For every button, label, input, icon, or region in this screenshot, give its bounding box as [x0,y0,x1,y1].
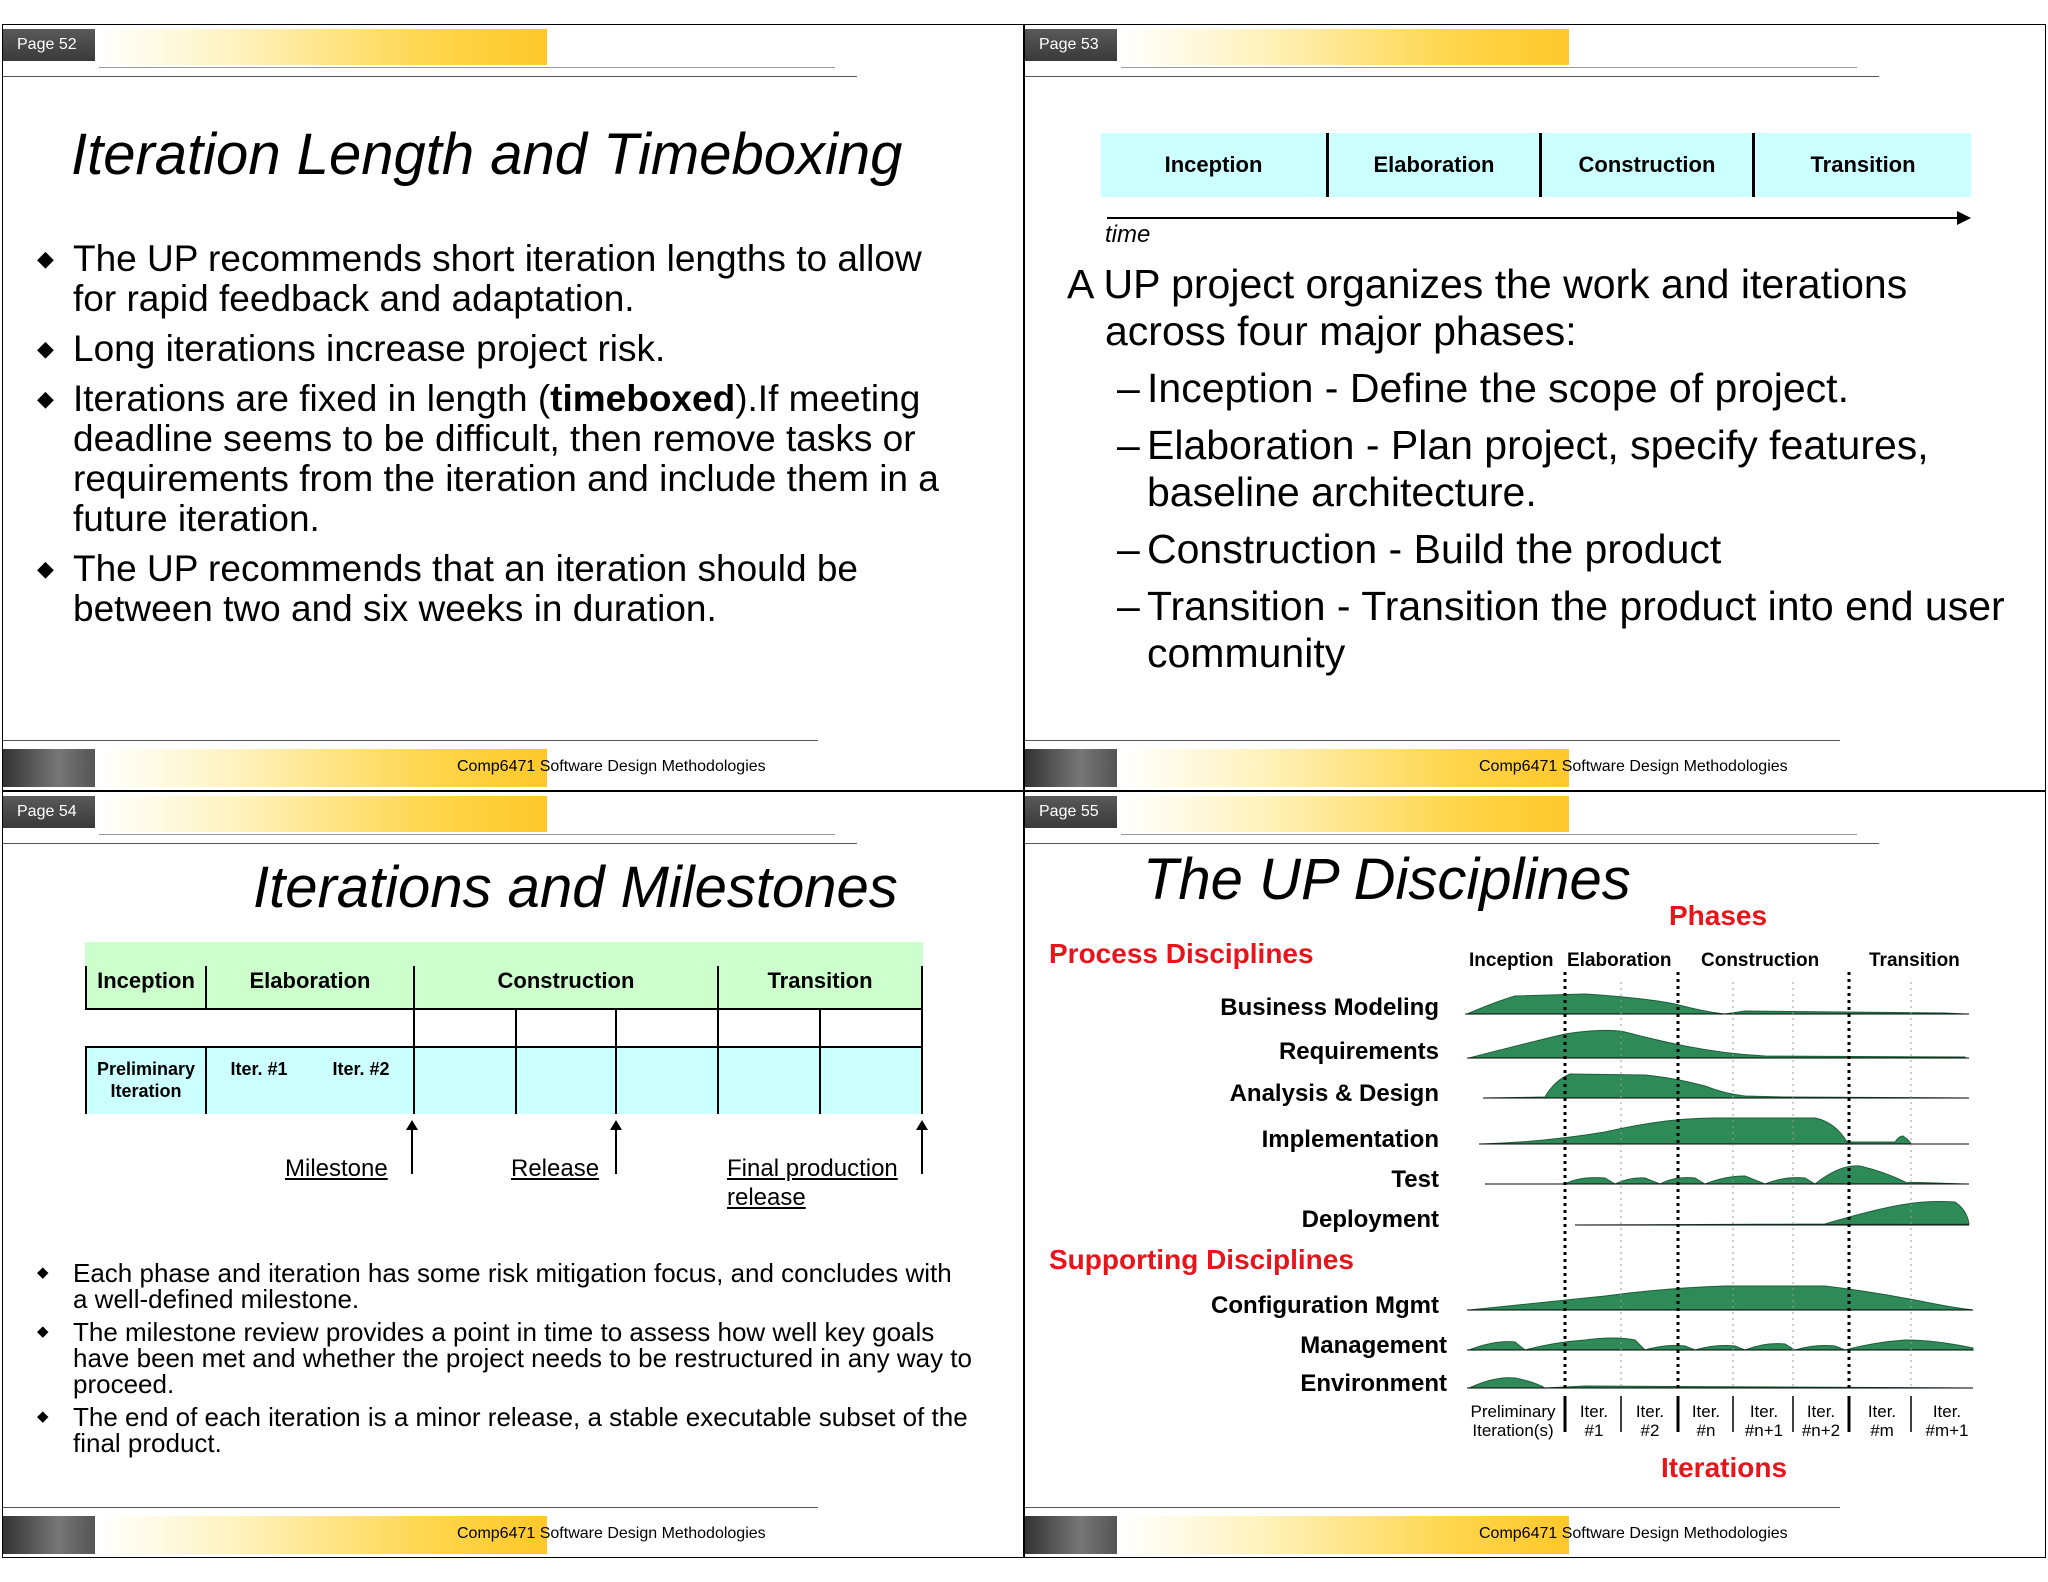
sub-item: – Elaboration - Plan project, specify features, baseline architecture. [1067,422,2027,516]
iteration-label: Iter. #m+1 [1925,1402,1969,1440]
milestone-arrow-icon [411,1126,413,1174]
table-rule [819,1010,821,1114]
bullet-item: ◆ The UP recommends short iteration lengths to allow for rapid feedback and adaptation. [73,239,973,319]
iteration-label: Preliminary Iteration(s) [1470,1402,1556,1440]
release-arrow-icon [615,1126,617,1174]
slide-title: Iterations and Milestones [253,855,898,920]
phase-transition: Transition [767,968,873,993]
table-rule [515,1010,517,1114]
footer-block [1025,1516,1117,1554]
discipline-requirements: Requirements [1278,1038,1439,1065]
iteration-label: Iter. #m [1867,1402,1897,1440]
header-bar [1121,29,1569,65]
footer-rule [3,740,818,741]
bullet-item: ◆ The end of each iteration is a minor release, a stable executable subset of the final product. [73,1404,973,1456]
bullet-text: Iterations are fixed in length ( [73,378,551,419]
page-number: Page 55 [1025,796,1117,828]
time-axis [1107,217,1961,219]
iteration-cell: Preliminary Iteration [96,1059,196,1101]
iteration-cell: Iter. #2 [332,1059,390,1079]
page-number: Page 54 [3,796,95,828]
iteration-label: Iter. #n [1691,1402,1721,1440]
hump-management [1469,1338,1973,1350]
hump-analysis-design [1485,1074,1965,1098]
discipline-configuration-mgmt: Configuration Mgmt [1211,1292,1439,1319]
footer-rule [1025,740,1840,741]
phase-inception: Inception [1164,152,1263,177]
footer-rule [1025,1507,1840,1508]
iteration-cell: Iter. #1 [230,1059,288,1079]
phase-inception: Inception [97,968,195,993]
slide-page-54 [2,791,1024,1558]
hump-business-modeling [1467,994,1965,1014]
table-rule [85,1008,923,1010]
slide-page-55 [1024,791,2046,1558]
supporting-disciplines-label: Supporting Disciplines [1049,1244,1354,1275]
iteration-table [85,942,923,1114]
bullet-item: ◆ Long iterations increase project risk. [73,329,973,369]
page-number: Page 52 [3,29,95,61]
footer-block [3,749,95,787]
iteration-label: Iter. #n+1 [1744,1402,1784,1440]
table-rule [413,1010,415,1114]
phase-construction: Construction [497,968,635,993]
footer-text: Comp6471 Software Design Methodologies [1479,758,1788,775]
table-rule [921,966,923,1010]
bullet-list [73,1260,973,1463]
slide-page-53 [1024,24,2046,791]
discipline-hump-chart [1025,792,2045,1558]
footer-text: Comp6471 Software Design Methodologies [457,758,766,775]
bullet-text: ).If meeting deadline seems to be difficult, then remove tasks or requirements from the iteration and include them in a future iteration. [73,378,939,539]
sub-item: – Construction - Build the product [1067,526,2027,573]
header-rule [1025,76,1879,77]
discipline-analysis-design: Analysis & Design [1229,1080,1439,1107]
slide-title: Iteration Length and Timeboxing [71,122,903,187]
discipline-test: Test [1391,1166,1439,1193]
hump-test [1485,1166,1965,1184]
iterations-label: Iterations [1661,1452,1788,1483]
discipline-business-modeling: Business Modeling [1220,994,1439,1021]
phases-label: Phases [1669,900,1768,931]
page-number: Page 53 [1025,29,1117,61]
final-release-label: Final production release [727,1155,898,1211]
header-rule [1121,67,1857,68]
phase-header-construction: Construction [1701,950,1820,971]
header-rule [3,76,857,77]
iteration-label: Iter. #1 [1579,1402,1609,1440]
header-rule [99,67,835,68]
hump-environment [1469,1378,1973,1388]
discipline-environment: Environment [1300,1370,1447,1397]
header-rule [99,834,835,835]
discipline-implementation: Implementation [1261,1126,1439,1153]
phase-elaboration: Elaboration [249,968,371,993]
milestone-label: Milestone [285,1155,388,1182]
discipline-deployment: Deployment [1301,1206,1439,1233]
lead-text: A UP project organizes the work and iterations across four major phases: [1067,261,1908,354]
table-rule [205,1046,207,1114]
footer-text: Comp6471 Software Design Methodologies [457,1525,766,1542]
hump-implementation [1481,1118,1965,1144]
iteration-label: Iter. #n+2 [1801,1402,1841,1440]
footer-rule [3,1507,818,1508]
bullet-emphasis: timeboxed [550,378,736,419]
hump-deployment [1577,1202,1969,1226]
time-arrow-icon [1957,211,1971,225]
bullet-item: ◆ The UP recommends that an iteration should be between two and six weeks in duration. [73,549,973,629]
header-rule [3,843,857,844]
table-rule [921,1010,923,1114]
sub-item: – Inception - Define the scope of project. [1067,365,2027,412]
phase-transition: Transition [1752,133,1971,197]
time-label: time [1105,221,1151,248]
bullet-list [73,239,973,639]
iteration-label: Iter. #2 [1635,1402,1665,1440]
phase-bar [1101,133,1971,197]
phase-construction: Construction [1539,133,1752,197]
table-rule [615,1010,617,1114]
phase-header-transition: Transition [1869,950,1960,971]
sub-item: – Transition - Transition the product into end user community [1067,583,2027,677]
footer-block [3,1516,95,1554]
bullet-item [73,379,973,539]
header-bar [99,796,547,832]
header-bar [99,29,547,65]
phase-header-inception: Inception [1469,950,1554,971]
final-release-arrow-icon [921,1126,923,1174]
phase-elaboration: Elaboration [1326,133,1539,197]
slide-page-52 [2,24,1024,791]
hump-requirements [1469,1030,1965,1058]
table-rule [717,1010,719,1114]
release-label: Release [511,1155,600,1182]
bullet-item: ◆ Each phase and iteration has some risk mitigation focus, and concludes with a well-defined milestone. [73,1260,973,1312]
bullet-item: ◆ The milestone review provides a point in time to assess how well key goals have been met and whether the project needs to be restructured in any way to proceed. [73,1319,973,1397]
slide-body [1067,261,2027,687]
hump-configuration-mgmt [1469,1286,1973,1310]
slide-title: The UP Disciplines [1143,847,1631,912]
footer-text: Comp6471 Software Design Methodologies [1479,1525,1788,1542]
process-disciplines-label: Process Disciplines [1049,938,1314,969]
footer-block [1025,749,1117,787]
table-rule [85,1046,923,1048]
discipline-management: Management [1300,1332,1447,1359]
phase-header-elaboration: Elaboration [1567,950,1672,971]
